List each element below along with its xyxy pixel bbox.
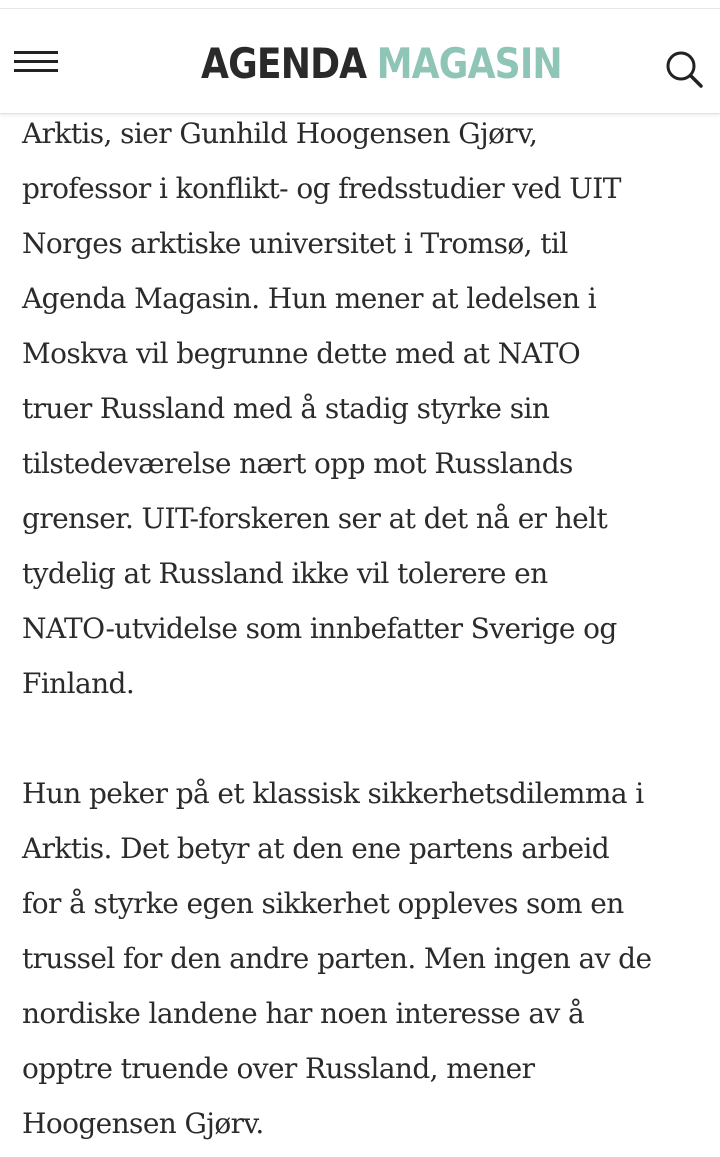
text-line: Agenda Magasin. Hun mener at ledelsen i [22, 282, 597, 315]
text-line: Hoogensen Gjørv. [22, 1107, 264, 1140]
text-line: Norges arktiske universitet i Tromsø, til [22, 227, 568, 260]
article-paragraph [22, 766, 712, 1151]
site-logo[interactable] [201, 39, 562, 89]
text-line: truer Russland med å stadig styrke sin [22, 392, 550, 425]
article-body [22, 106, 712, 1151]
text-line: Arktis, sier Gunhild Hoogensen Gjørv, [22, 117, 538, 150]
site-header [0, 9, 720, 114]
hamburger-menu-icon-bar [14, 60, 58, 63]
search-icon [664, 49, 704, 89]
text-line: Hun peker på et klassisk sikkerhetsdilemma i [22, 777, 644, 810]
text-line: trussel for den andre parten. Men ingen av de [22, 942, 652, 975]
text-line: Arktis. Det betyr at den ene partens arbeid [22, 832, 610, 865]
text-line: grenser. UIT-forskeren ser at det nå er helt [22, 502, 608, 535]
text-line: Finland. [22, 667, 135, 700]
menu-button[interactable] [14, 47, 60, 77]
text-line: tydelig at Russland ikke vil tolerere en [22, 557, 548, 590]
text-line: for å styrke egen sikkerhet oppleves som en [22, 887, 624, 920]
article-paragraph [22, 106, 712, 711]
hamburger-menu-icon-bar [14, 69, 58, 72]
search-button[interactable] [664, 49, 704, 89]
text-line: tilstedeværelse nært opp mot Russlands [22, 447, 573, 480]
logo-word-agenda: AGENDA [201, 39, 367, 88]
text-line: NATO-utvidelse som innbefatter Sverige og [22, 612, 617, 645]
text-line: Moskva vil begrunne dette med at NATO [22, 337, 581, 370]
logo-word-magasin: MAGASIN [376, 39, 562, 88]
text-line: nordiske landene har noen interesse av å [22, 997, 585, 1030]
hamburger-menu-icon [14, 51, 58, 54]
text-line: professor i konflikt- og fredsstudier ved UIT [22, 172, 621, 205]
text-line: opptre truende over Russland, mener [22, 1052, 535, 1085]
